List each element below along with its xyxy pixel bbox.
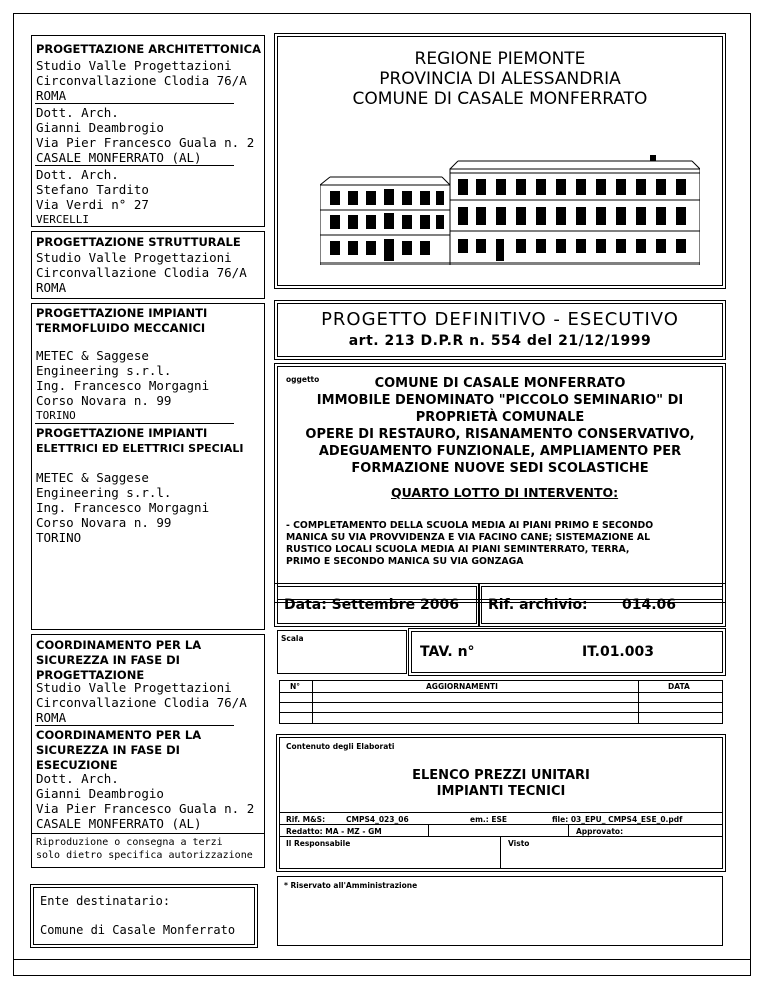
oggetto-line-3: PROPRIETÀ COMUNALE [415,410,585,425]
sic-divider-2 [32,833,264,834]
sic1-title-3: PROGETTAZIONE [36,668,145,682]
elab-row-divider-2 [280,824,722,825]
elab-col-divider-3 [500,836,501,868]
arch-line-2: Circonvallazione Clodia 76/A [36,73,247,88]
agg-header-agg: AGGIORNAMENTI [426,682,498,691]
sic1-title-1: COORDINAMENTO PER LA [36,638,202,652]
imp1-line-2: Engineering s.r.l. [36,363,172,378]
ente-label: Ente destinatario: [40,894,171,908]
arch-line-3: ROMA [36,88,67,103]
header-box [277,36,723,286]
elab-em: em.: ESE [470,815,508,824]
arch-box [31,35,265,227]
imp1-title-2: TERMOFLUIDO MECCANICI [36,321,206,335]
tav-label: TAV. n° [420,644,475,660]
arch2-line-3: Via Verdi n° 27 [36,197,149,212]
arch1-line-3: Via Pier Francesco Guala n. 2 [36,135,255,150]
elab-responsabile: Il Responsabile [286,839,351,848]
agg-header-n: N° [290,682,301,691]
arch-line-1: Studio Valle Progettazioni [36,58,232,73]
agg-row-divider-3 [280,712,722,713]
tav-box [411,631,723,673]
elab-rif-value: CMPS4_023_06 [346,815,409,824]
arch1-line-1: Dott. Arch. [36,105,119,120]
impianti-box [31,303,265,630]
header-line-2: PROVINCIA DI ALESSANDRIA [379,69,621,89]
elab-redatto: Redatto: MA - MZ - GM [286,827,382,836]
arch2-line-1: Dott. Arch. [36,167,119,182]
elab-rif-label: Rif. M&S: [286,815,326,824]
elaborati-title-1: ELENCO PREZZI UNITARI [412,768,590,783]
imp-divider [35,423,234,424]
elab-row-divider-3 [280,836,722,837]
sic2-line-3: Via Pier Francesco Guala n. 2 [36,801,255,816]
lotto-desc-2: MANICA SU VIA PROVVIDENZA E VIA FACINO CANE; SISTEMAZIONE AL [286,532,651,543]
scala-box [277,630,407,674]
imp2-line-3: Ing. Francesco Morgagni [36,500,210,515]
oggetto-line-5: ADEGUAMENTO FUNZIONALE, AMPLIAMENTO PER [318,444,682,459]
scala-label: Scala [281,634,304,643]
sic-divider-1 [35,725,234,726]
strutt-line-3: ROMA [36,280,67,295]
imp1-line-5: TORINO [36,409,76,422]
imp2-line-2: Engineering s.r.l. [36,485,172,500]
oggetto-line-6: FORMAZIONE NUOVE SEDI SCOLASTICHE [351,461,649,476]
sic2-title-2: SICUREZZA IN FASE DI [36,743,180,757]
sic1-line-2: Circonvallazione Clodia 76/A [36,695,247,710]
elab-visto: Visto [508,839,530,848]
imp1-line-4: Corso Novara n. 99 [36,393,172,408]
sic2-title-3: ESECUZIONE [36,758,118,772]
arch-divider-1 [35,103,234,104]
arch2-line-4: VERCELLI [36,213,89,226]
lotto-desc-1: - COMPLETAMENTO DELLA SCUOLA MEDIA AI PIANI PRIMO E SECONDO [286,520,654,531]
ente-value: Comune di Casale Monferrato [40,923,236,937]
elab-file: file: 03_EPU_ CMPS4_ESE_0.pdf [552,815,683,824]
sic1-line-1: Studio Valle Progettazioni [36,680,232,695]
elab-col-divider-2 [568,824,569,836]
data-text: Data: Settembre 2006 [284,597,459,613]
building-elevation-drawing [320,155,700,265]
agg-header-data: DATA [668,682,690,691]
agg-row-divider-1 [280,692,722,693]
lotto-title: QUARTO LOTTO DI INTERVENTO: [391,485,619,500]
oggetto-box [277,366,723,600]
sic2-line-1: Dott. Arch. [36,771,119,786]
elaborati-label: Contenuto degli Elaborati [286,742,395,751]
strutt-box [31,231,265,299]
data-box [277,586,477,624]
progetto-subtitle: art. 213 D.P.R n. 554 del 21/12/1999 [348,333,652,349]
imp1-line-3: Ing. Francesco Morgagni [36,378,210,393]
imp2-line-4: Corso Novara n. 99 [36,515,172,530]
progetto-box [277,303,723,357]
sic2-title-1: COORDINAMENTO PER LA [36,728,202,742]
sic1-line-3: ROMA [36,710,67,725]
oggetto-label: oggetto [286,375,320,384]
sic-note-1: Riproduzione o consegna a terzi [36,837,223,848]
agg-row-divider-2 [280,702,722,703]
sicurezza-box [31,634,265,868]
arch-divider-2 [35,165,234,166]
ente-box [33,887,255,945]
arch-title: PROGETTAZIONE ARCHITETTONICA [36,42,261,56]
elaborati-title-2: IMPIANTI TECNICI [436,784,566,799]
lotto-desc-3: RUSTICO LOCALI SCUOLA MEDIA AI PIANI SEMINTERRATO, TERRA, [286,544,630,555]
oggetto-line-2: IMMOBILE DENOMINATO "PICCOLO SEMINARIO" DI [316,393,684,408]
elab-approvato: Approvato: [576,827,624,836]
riservato-label: * Riservato all'Amministrazione [284,881,418,890]
imp2-line-1: METEC & Saggese [36,470,149,485]
sic1-title-2: SICUREZZA IN FASE DI [36,653,180,667]
strutt-title: PROGETTAZIONE STRUTTURALE [36,235,241,249]
arch1-line-4: CASALE MONFERRATO (AL) [36,150,202,165]
arch2-line-2: Stefano Tardito [36,182,149,197]
progetto-title: PROGETTO DEFINITIVO - ESECUTIVO [321,309,679,330]
imp2-line-5: TORINO [36,530,82,545]
header-line-3: COMUNE DI CASALE MONFERRATO [352,89,648,109]
imp1-line-1: METEC & Saggese [36,348,149,363]
imp2-title-2: ELETTRICI ED ELETTRICI SPECIALI [36,442,244,455]
rif-archivio-label: Rif. archivio: [488,597,588,613]
elab-col-divider-1 [428,824,429,836]
imp1-title-1: PROGETTAZIONE IMPIANTI [36,306,208,320]
elab-row-divider-1 [280,812,722,813]
sic2-line-2: Gianni Deambrogio [36,786,164,801]
arch1-line-2: Gianni Deambrogio [36,120,164,135]
strutt-line-2: Circonvallazione Clodia 76/A [36,265,247,280]
lotto-desc-4: PRIMO E SECONDO MANICA SU VIA GONZAGA [286,556,524,567]
strutt-line-1: Studio Valle Progettazioni [36,250,232,265]
tav-value: IT.01.003 [582,644,654,660]
rif-archivio-box [481,586,723,624]
header-line-1: REGIONE PIEMONTE [414,49,586,69]
aggiornamenti-table [279,680,723,724]
rif-archivio-value: 014.06 [622,597,677,613]
elaborati-box [279,737,723,869]
sic-note-2: solo dietro specifica autorizzazione [36,850,253,861]
imp2-title-1: PROGETTAZIONE IMPIANTI [36,426,208,440]
oggetto-line-4: OPERE DI RESTAURO, RISANAMENTO CONSERVATIVO, [305,427,695,442]
sic2-line-4: CASALE MONFERRATO (AL) [36,816,202,831]
oggetto-line-1: COMUNE DI CASALE MONFERRATO [374,376,626,391]
riservato-box [277,876,723,946]
